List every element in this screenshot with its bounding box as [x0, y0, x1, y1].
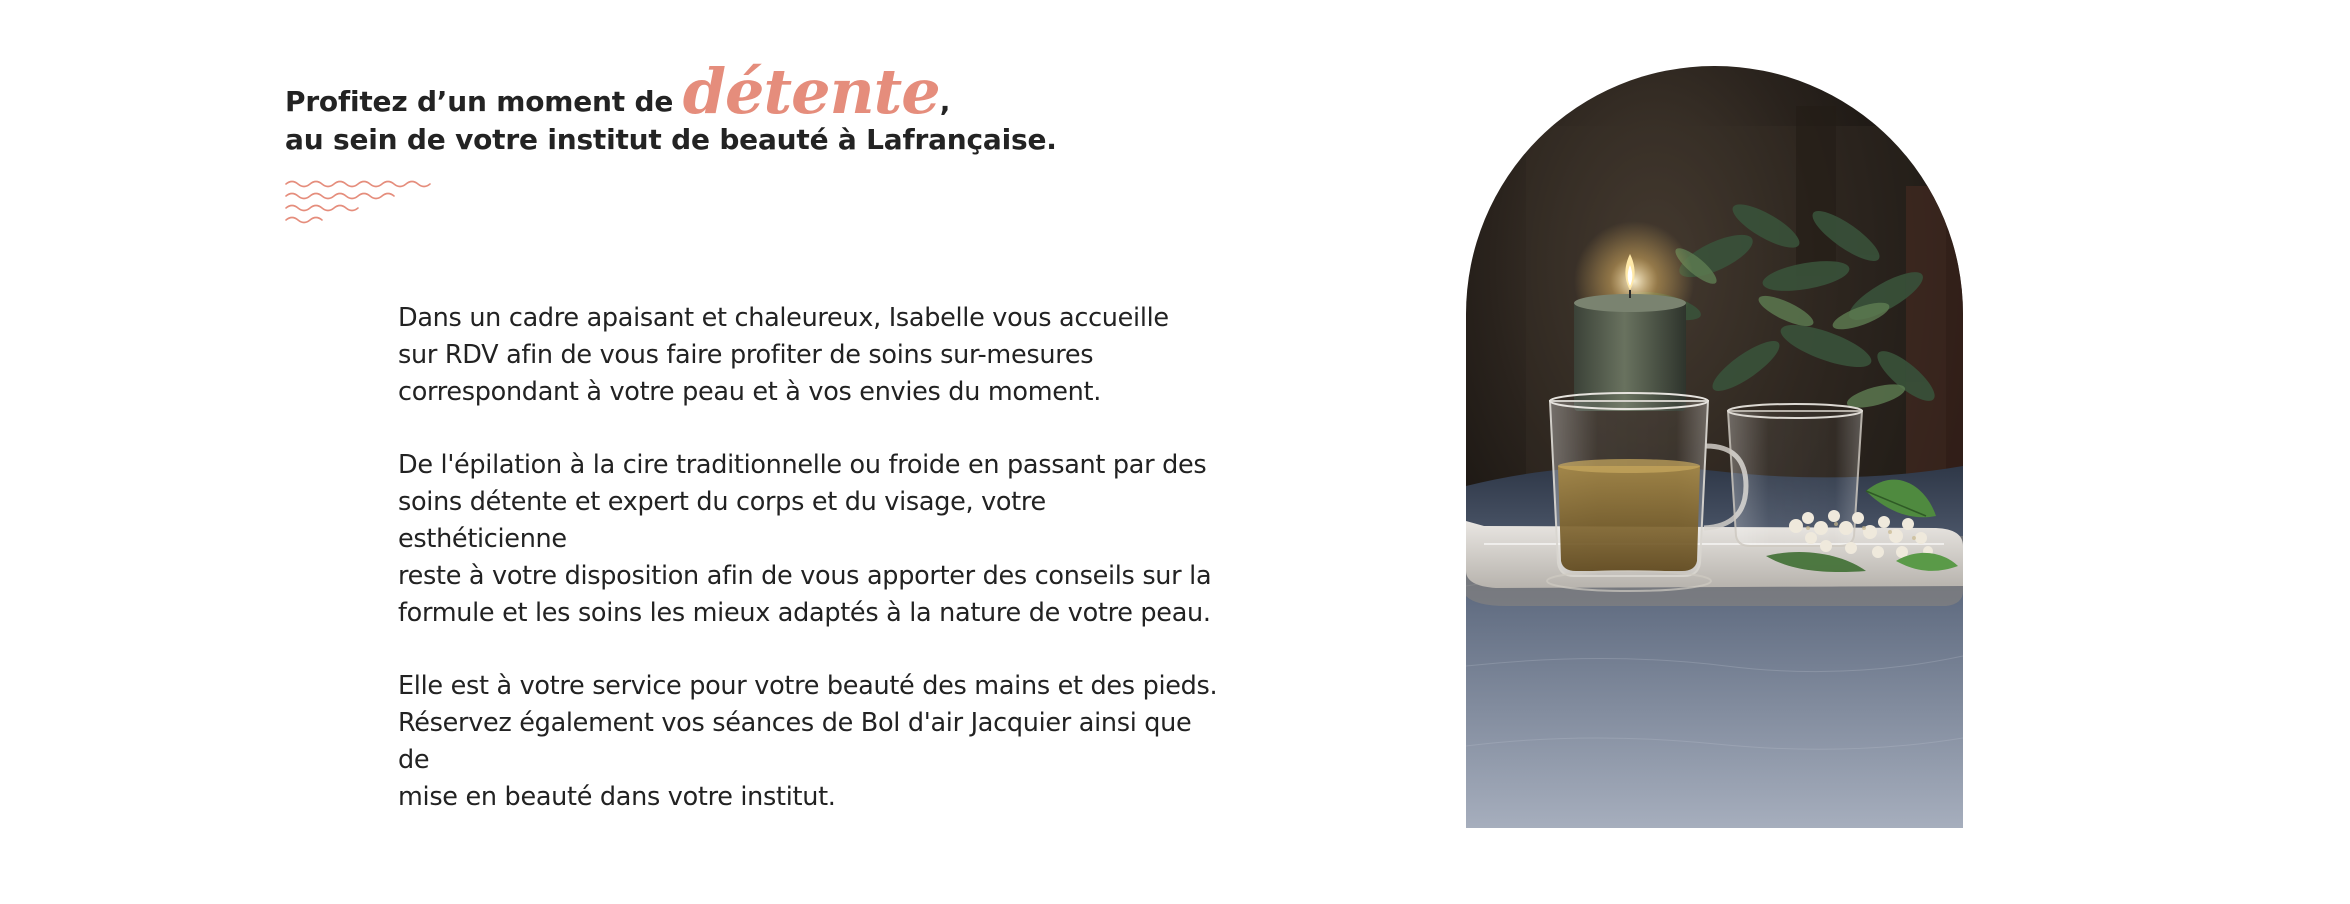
wavy-lines-icon — [284, 178, 444, 234]
paragraph-line: Elle est à votre service pour votre beauté des mains et des pieds. — [398, 671, 1218, 701]
paragraph-line: reste à votre disposition afin de vous apporter des conseils sur la — [398, 561, 1212, 591]
paragraph-1 — [398, 300, 1218, 411]
page-title — [285, 54, 1185, 159]
title-prefix: Profitez d’un moment de — [285, 84, 683, 118]
paragraph-line: Réservez également vos séances de Bol d'air Jacquier ainsi que de — [398, 708, 1192, 775]
paragraph-line: soins détente et expert du corps et du visage, votre esthéticienne — [398, 487, 1046, 554]
paragraph-3 — [398, 668, 1218, 816]
title-accent-word: détente — [682, 54, 940, 128]
title-suffix: , — [939, 84, 951, 118]
paragraph-line: sur RDV afin de vous faire profiter de soins sur-mesures — [398, 340, 1094, 370]
paragraph-line: Dans un cadre apaisant et chaleureux, Isabelle vous accueille — [398, 303, 1169, 333]
paragraph-line: De l'épilation à la cire traditionnelle ou froide en passant par des — [398, 450, 1207, 480]
paragraph-line: formule et les soins les mieux adaptés à la nature de votre peau. — [398, 598, 1211, 628]
paragraph-line: correspondant à votre peau et à vos envies du moment. — [398, 377, 1101, 407]
paragraph-line: mise en beauté dans votre institut. — [398, 782, 836, 812]
candle-tea-tray-photo — [1466, 66, 1963, 828]
title-line-1 — [285, 54, 1185, 128]
intro-text — [398, 300, 1218, 852]
title-line-2: au sein de votre institut de beauté à Lafrançaise. — [285, 122, 1057, 156]
paragraph-2 — [398, 447, 1218, 632]
